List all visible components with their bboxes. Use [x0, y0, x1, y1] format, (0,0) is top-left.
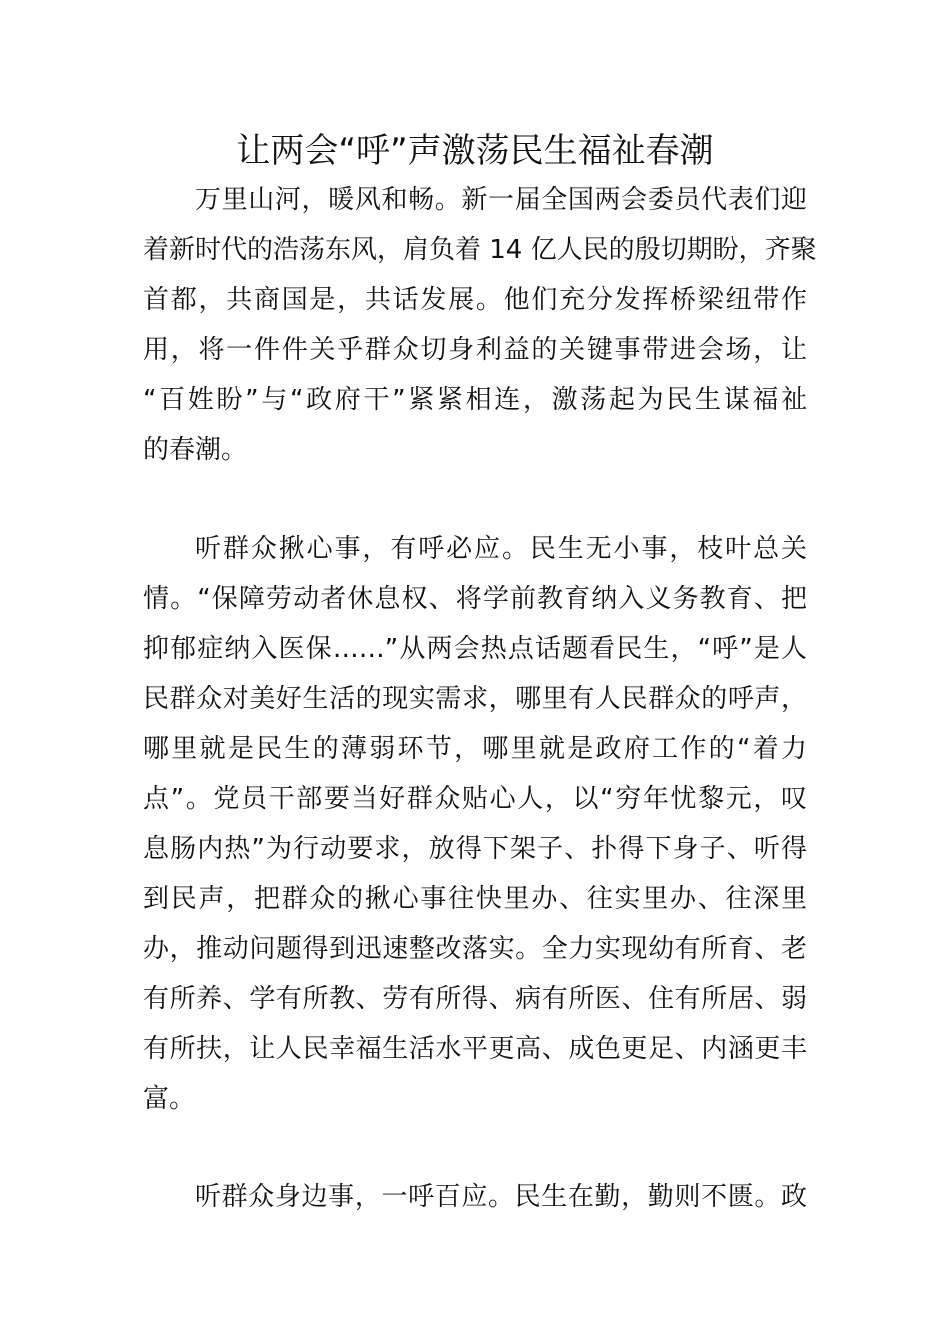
paragraph-line: 息肠内热”为行动要求，放得下架子、扑得下身子、听得 [143, 834, 807, 864]
paragraph-line: 有所扶，让人民幸福生活水平更高、成色更足、内涵更丰 [143, 1034, 807, 1064]
paragraph-line: 到民声，把群众的揪心事往快里办、往实里办、往深里 [143, 884, 807, 914]
paragraph-line: “百姓盼”与“政府干”紧紧相连，激荡起为民生谋福祉 [143, 385, 807, 415]
paragraph-line: 办，推动问题得到迅速整改落实。全力实现幼有所育、老 [143, 934, 807, 964]
paragraph-line: 哪里就是民生的薄弱环节，哪里就是政府工作的“着力 [143, 734, 807, 764]
paragraph-line: 抑郁症纳入医保……”从两会热点话题看民生，“呼”是人 [143, 634, 807, 664]
document-title: 让两会“呼”声激荡民生福祉春潮 [236, 131, 714, 171]
paragraph-2 [143, 524, 807, 1124]
paragraph-3 [143, 1172, 807, 1222]
paragraph-line: 富。 [143, 1084, 196, 1114]
paragraph-line: 点”。党员干部要当好群众贴心人，以“穷年忧黎元，叹 [143, 784, 807, 814]
paragraph-line: 的春潮。 [143, 435, 248, 465]
paragraph-line: 听群众揪心事，有呼必应。民生无小事，枝叶总关 [195, 534, 807, 564]
paragraph-line: 有所养、学有所教、劳有所得、病有所医、住有所居、弱 [143, 984, 807, 1014]
paragraph-line: 万里山河，暖风和畅。新一届全国两会委员代表们迎 [195, 185, 807, 215]
paragraph-1 [143, 175, 817, 475]
paragraph-line: 用，将一件件关乎群众切身利益的关键事带进会场，让 [143, 335, 807, 365]
paragraph-line: 首都，共商国是，共话发展。他们充分发挥桥梁纽带作 [143, 285, 807, 315]
paragraph-line: 民群众对美好生活的现实需求，哪里有人民群众的呼声， [143, 684, 807, 714]
paragraph-line: 着新时代的浩荡东风，肩负着 14 亿人民的殷切期盼，齐聚 [143, 235, 817, 265]
paragraph-line: 听群众身边事，一呼百应。民生在勤，勤则不匮。政 [195, 1182, 807, 1212]
paragraph-line: 情。“保障劳动者休息权、将学前教育纳入义务教育、把 [143, 584, 807, 614]
